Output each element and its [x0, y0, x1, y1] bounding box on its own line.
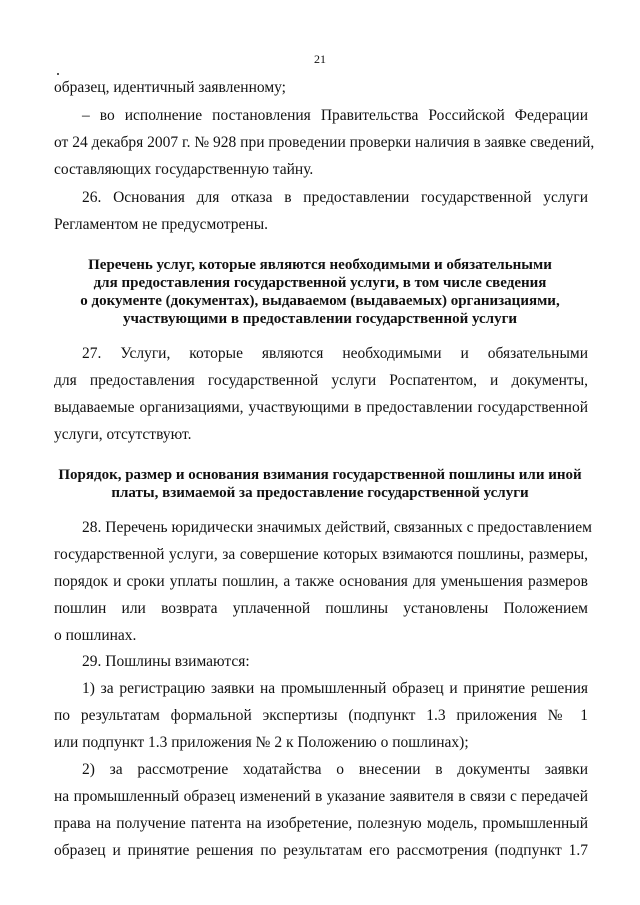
text-line: по результатам формальной экспертизы (подпункт 1.3 приложения № 1: [54, 707, 588, 724]
text-line: государственной услуги, за совершение которых взимаются пошлины, размеры,: [54, 546, 588, 563]
section-heading-line: для предоставления государственной услуги, в том числе сведения: [93, 275, 547, 291]
text-line: 2) за рассмотрение ходатайства о внесении в документы заявки: [82, 761, 588, 778]
page-number: 21: [314, 52, 326, 66]
scan-artifact: [57, 73, 59, 75]
text-line: выдаваемые организациями, участвующими в предоставлении государственной: [54, 399, 588, 416]
section-heading-line: о документе (документах), выдаваемом (выдаваемых) организациями,: [80, 293, 560, 309]
text-line: права на получение патента на изобретение, полезную модель, промышленный: [54, 815, 588, 832]
text-line: для предоставления государственной услуги Роспатентом, и документы,: [54, 372, 588, 389]
text-line: 29. Пошлины взимаются:: [82, 653, 250, 670]
section-heading-line: Порядок, размер и основания взимания государственной пошлины или иной: [58, 467, 582, 483]
text-line: 1) за регистрацию заявки на промышленный образец и принятие решения: [82, 680, 588, 697]
text-line: составляющих государственную тайну.: [54, 161, 314, 178]
text-line: услуги, отсутствуют.: [54, 426, 192, 443]
text-line: Регламентом не предусмотрены.: [54, 216, 268, 233]
text-line: пошлин или возврата уплаченной пошлины установлены Положением: [54, 600, 588, 617]
text-line: 26. Основания для отказа в предоставлении государственной услуги: [82, 189, 588, 206]
text-line: – во исполнение постановления Правительства Российской Федерации: [82, 107, 588, 124]
text-line: порядок и сроки уплаты пошлин, а также основания для уменьшения размеров: [54, 573, 588, 590]
section-heading-line: участвующими в предоставлении государственной услуги: [122, 311, 518, 327]
section-heading-line: Перечень услуг, которые являются необходимыми и обязательными: [88, 257, 552, 273]
text-line: образец и принятие решения по результатам его рассмотрения (подпункт 1.7: [54, 842, 588, 859]
text-line: 27. Услуги, которые являются необходимыми и обязательными: [82, 345, 588, 362]
text-line: 28. Перечень юридически значимых действий, связанных с предоставлением: [82, 519, 592, 536]
text-line: от 24 декабря 2007 г. № 928 при проведении проверки наличия в заявке сведений,: [54, 134, 595, 151]
text-line: о пошлинах.: [54, 627, 137, 644]
text-line: на промышленный образец изменений в указание заявителя в связи с передачей: [54, 788, 588, 805]
text-line: образец, идентичный заявленному;: [54, 79, 286, 96]
text-line: или подпункт 1.3 приложения № 2 к Положению о пошлинах);: [54, 734, 469, 751]
section-heading-line: платы, взимаемой за предоставление государственной услуги: [111, 485, 529, 501]
